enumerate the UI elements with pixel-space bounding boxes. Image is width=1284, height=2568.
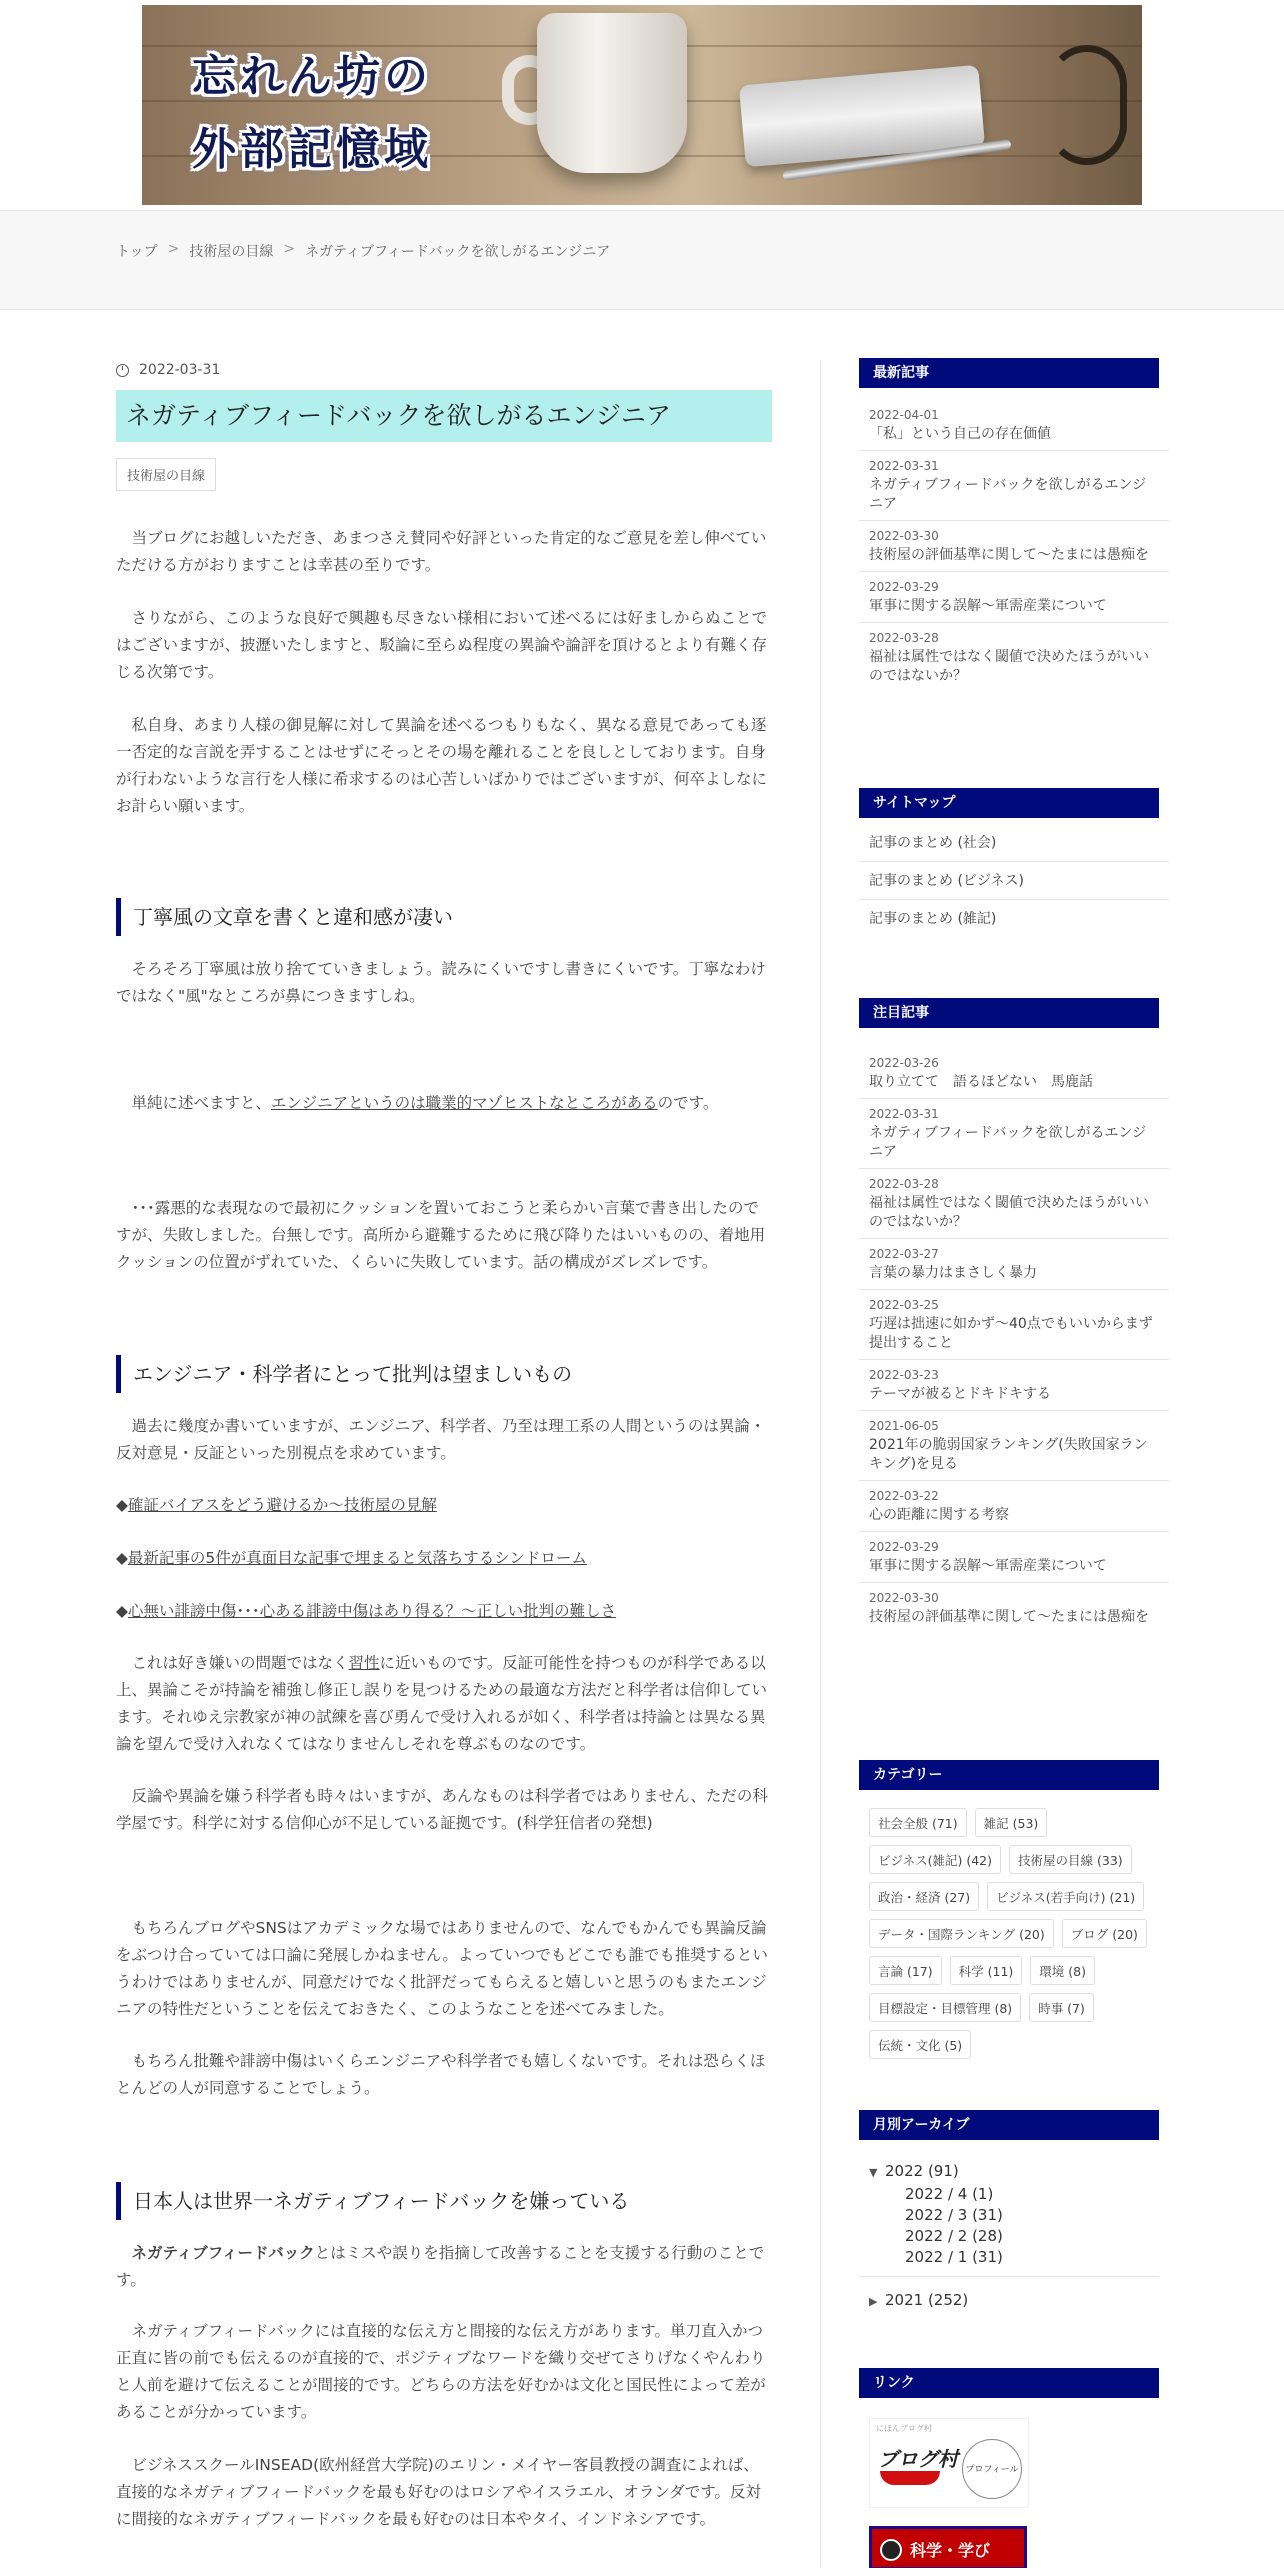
widget-title: 注目記事 [859,998,1159,1028]
related-article-link[interactable]: 心無い誹謗中傷･･･心ある誹謗中傷はあり得る？～正しい批判の難しさ [127,1602,617,1620]
column-divider [820,360,821,2568]
archive-month-link[interactable]: 2022 / 4 (1) [905,2185,994,2203]
sitemap-link[interactable]: 記事のまとめ (社会) [859,824,1169,862]
featured-post-item[interactable]: 2022-03-26 取り立てて 語るほどない 馬鹿話 [859,1048,1169,1099]
category-tag[interactable]: 伝統・文化 (5) [869,2030,971,2059]
paragraph: 私自身、あまり人様の御見解に対して異論を述べるつもりもなく、異なる意見であっても逐一否定的な言説を弄することはせずにそっとその場を離れることを良しとしております。自身が行わないような言行を人様に希求するのは心苦しいばかりではございますが、何卒よしなにお計らい願います。 [116,716,768,815]
category-tag[interactable]: 社会全般 (71) [869,1808,967,1837]
category-tag[interactable]: 環境 (8) [1030,1956,1095,1985]
post-date-row [116,360,772,380]
breadcrumb-category[interactable]: 技術屋の目線 [189,244,274,260]
widget-title: 最新記事 [859,358,1159,388]
glasses-image [1047,45,1127,165]
site-logo-line2: 外部記憶域 [192,124,432,175]
category-tag[interactable]: 科学 (11) [950,1956,1023,1985]
category-tag[interactable]: 言論 (17) [869,1956,942,1985]
category-tag[interactable]: 政治・経済 (27) [869,1882,979,1911]
post-title: ネガティブフィードバックを欲しがるエンジニア [116,390,772,442]
paragraph: さりながら、このような良好で興趣も尽きない様相において述べるには好ましからぬことではございますが、披瀝いたしますと、駁論に至らぬ程度の異論や論評を頂けるとより有難く存じる次第です。 [116,609,768,681]
featured-post-item[interactable]: 2022-03-30 技術屋の評価基準に関して～たまには愚痴を [869,1591,1149,1625]
archive-month-link[interactable]: 2022 / 1 (31) [905,2248,1003,2266]
recent-post-item[interactable]: 2022-03-30 技術屋の評価基準に関して～たまには愚痴を [859,521,1169,572]
category-tag-list [859,1808,1169,2059]
related-article-link[interactable]: 確証バイアスをどう避けるか～技術屋の見解 [127,1496,437,1514]
section-heading: 丁寧風の文章を書くと違和感が凄い [116,898,772,936]
breadcrumb-home[interactable]: トップ [116,244,158,260]
category-tag[interactable]: 目標設定・目標管理 (8) [869,1993,1021,2022]
category-tag[interactable]: 時事 (7) [1029,1993,1094,2022]
breadcrumb [116,241,610,261]
bullet-link-row: ◆心無い誹謗中傷･･･心ある誹謗中傷はあり得る？～正しい批判の難しさ [116,1602,617,1620]
featured-post-item[interactable]: 2022-03-31 ネガティブフィードバックを欲しがるエンジニア [859,1099,1169,1169]
archive-widget [859,2110,1169,2313]
featured-post-item[interactable]: 2022-03-23 テーマが被るとドキドキする [859,1360,1169,1411]
featured-post-item[interactable]: 2021-06-05 2021年の脆弱国家ランキング(失敗国家ランキング)を見る [859,1411,1169,1481]
inline-link[interactable]: 習性 [348,1654,380,1672]
featured-post-item[interactable]: 2022-03-29 軍事に関する誤解～軍需産業について [859,1532,1169,1583]
category-tag[interactable]: ビジネス(若手向け) (21) [987,1882,1144,1911]
widget-title: 月別アーカイブ [859,2110,1159,2140]
widget-title: カテゴリー [859,1760,1159,1790]
featured-post-item[interactable]: 2022-03-28 福祉は属性ではなく閾値で決めたほうがいいのではないか？ [859,1169,1169,1239]
coffee-cup-image [537,13,687,173]
paragraph: ビジネススクールINSEAD(欧州経営大学院)のエリン・メイヤー客員教授の調査によれば、直接的なネガティブフィードバックを最も好むのはロシアやイスラエル、オランダです。反対に間接的なネガティブフィードバックを最も好むのは日本やタイ、インドネシアです。 [116,2456,761,2528]
sitemap-link[interactable]: 記事のまとめ (ビジネス) [859,862,1169,900]
featured-posts-widget [859,998,1169,1633]
breadcrumb-band [0,210,1284,310]
section-heading: 日本人は世界一ネガティブフィードバックを嫌っている [116,2182,772,2220]
paragraph: 反論や異論を嫌う科学者も時々はいますが、あんなものは科学者ではありません、ただの科学屋です。科学に対する信仰心が不足している証拠です。(科学狂信者の発想) [116,1787,768,1832]
site-banner[interactable] [142,5,1142,205]
science-learning-banner[interactable] [869,2526,1027,2568]
article [116,360,772,2528]
breadcrumb-separator: > [283,241,296,257]
site-header [0,0,1284,210]
blogmura-logo-arc [880,2471,940,2485]
breadcrumb-separator: > [167,241,180,257]
paragraph: ネガティブフィードバックとはミスや誤りを指摘して改善することを支援する行動のことです。 [116,2244,765,2289]
site-logo-line1: 忘れん坊の [192,51,432,102]
inline-link[interactable]: エンジニアというのは職業的マゾヒストなところがある [271,1094,658,1112]
post-category-tag[interactable]: 技術屋の目線 [116,458,216,491]
widget-title: リンク [859,2368,1159,2398]
paragraph: 単純に述べますと、エンジニアというのは職業的マゾヒストなところがあるのです。 [131,1094,719,1112]
blogmura-small-label: にほんブログ村 [876,2424,932,2433]
blogmura-logo: ブログ村 [878,2447,958,2471]
category-widget [859,1760,1169,2059]
paragraph: ･･･露悪的な表現なので最初にクッションを置いておこうと柔らかい言葉で書き出したのですが、失敗しました。台無しです。高所から避難するために飛び降りたはいいものの、着地用クッションの位置がずれていた、くらいに失敗しています。話の構成がズレズレです。 [116,1199,766,1271]
related-article-link[interactable]: 最新記事の5件が真面目な記事で埋まると気落ちするシンドローム [127,1549,587,1567]
recent-post-item[interactable]: 2022-04-01 「私」という自己の存在価値 [859,400,1169,451]
banner-label: 科学・学び [910,2541,991,2560]
recent-posts-widget [859,358,1169,692]
category-tag[interactable]: データ・国際ランキング (20) [869,1919,1054,1948]
featured-post-item[interactable]: 2022-03-22 心の距離に関する考察 [859,1481,1169,1532]
category-tag[interactable]: ブログ (20) [1062,1919,1147,1948]
archive-year-2022[interactable]: ▼ 2022 (91) [869,2160,1169,2184]
profile-circle: プロフィール [962,2439,1022,2499]
paragraph: ネガティブフィードバックには直接的な伝え方と間接的な伝え方があります。単刀直入かつ正直に皆の前でも伝えるのが直接的で、ポジティブなワードを織り交ぜてさりげなくやんわりと人前を避けて伝えることが間接的です。どちらの方法を好むかは文化と国民性によって差があることが分かっています。 [116,2322,766,2421]
banner-logo-icon [880,2539,902,2561]
archive-month-link[interactable]: 2022 / 3 (31) [905,2206,1003,2224]
category-tag[interactable]: 技術屋の目線 (33) [1009,1845,1132,1874]
recent-post-item[interactable]: 2022-03-29 軍事に関する誤解～軍需産業について [859,572,1169,623]
archive-year-2021[interactable]: ▶ 2021 (252) [869,2289,1169,2313]
section-heading: エンジニア・科学者にとって批判は望ましいもの [116,1355,772,1393]
category-tag[interactable]: 雑記 (53) [975,1808,1048,1837]
clock-icon [116,364,129,377]
paragraph: 当ブログにお越しいただき、あまつさえ賛同や好評といった肯定的なご意見を差し伸べていただける方がおりますことは幸甚の至りです。 [116,529,767,574]
category-tag[interactable]: ビジネス(雑記) (42) [869,1845,1001,1874]
paragraph: もちろんブログやSNSはアカデミックな場ではありませんので、なんでもかんでも異論反論をぶつけ合っていては口論に発展しかねません。よっていつでもどこでも誰でも推奨するというわけではありませんが、同意だけでなく批評だってもらえると嬉しいと思うのもまたエンジニアの特性だということを伝えておきたく、このようなことを述べてみました。 [116,1919,768,2018]
blogmura-profile-banner[interactable] [869,2418,1029,2508]
paragraph: もちろん批難や誹謗中傷はいくらエンジニアや科学者でも嬉しくないです。それは恐らくほとんどの人が同意することでしょう。 [116,2052,766,2097]
widget-title: サイトマップ [859,788,1159,818]
paragraph: 過去に幾度か書いていますが、エンジニア、科学者、乃至は理工系の人間というのは異論・反対意見・反証といった別視点を求めています。 [116,1417,766,1462]
recent-post-item[interactable]: 2022-03-28 福祉は属性ではなく閾値で決めたほうがいいのではないか？ [869,631,1149,684]
breadcrumb-current: ネガティブフィードバックを欲しがるエンジニア [305,244,611,260]
recent-post-item[interactable]: 2022-03-31 ネガティブフィードバックを欲しがるエンジニア [859,451,1169,521]
triangle-right-icon: ▶ [869,2295,878,2308]
sitemap-link[interactable]: 記事のまとめ (雑記) [869,911,997,927]
paragraph: そろそろ丁寧風は放り捨てていきましょう。読みにくいですし書きにくいです。丁寧なわけではなく"風"なところが鼻につきますしね。 [116,960,766,1005]
archive-month-link[interactable]: 2022 / 2 (28) [905,2227,1003,2245]
sitemap-widget [859,788,1169,938]
link-widget [859,2368,1159,2568]
paragraph: これは好き嫌いの問題ではなく習性に近いものです。反証可能性を持つものが科学である以上、異論こそが持論を補強し修正し誤りを見つけるための最適な方法だと科学者は信仰しています。それゆえ宗教家が神の試練を喜び勇んで受け入れるが如く、科学者は持論とは異なる異論を望んで受け入れなくてはなりませんしそれを尊ぶものなのです。 [116,1654,768,1753]
bullet-link-row: ◆確証バイアスをどう避けるか～技術屋の見解 [116,1496,437,1514]
featured-post-item[interactable]: 2022-03-25 巧遅は拙速に如かず～40点でもいいからまず提出すること [859,1290,1169,1360]
featured-post-item[interactable]: 2022-03-27 言葉の暴力はまさしく暴力 [859,1239,1169,1290]
post-date: 2022-03-31 [139,362,221,378]
bullet-link-row: ◆最新記事の5件が真面目な記事で埋まると気落ちするシンドローム [116,1549,587,1567]
triangle-down-icon: ▼ [869,2166,878,2179]
